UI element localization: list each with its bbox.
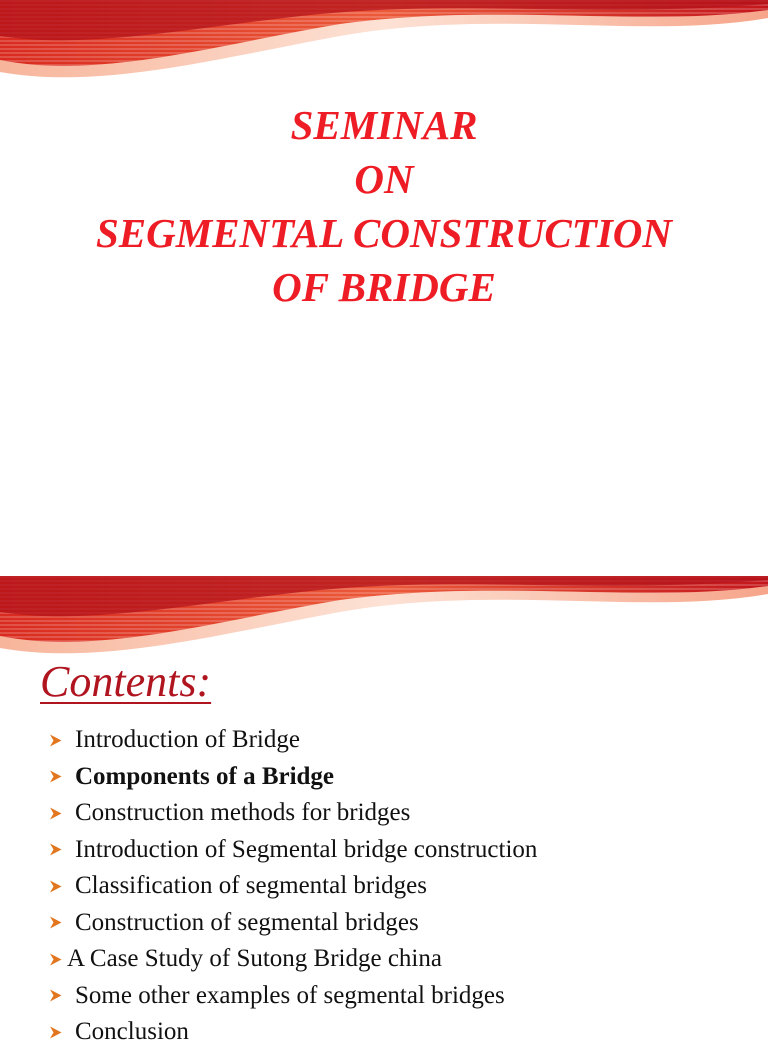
list-item [48, 795, 537, 832]
arrow-bullet-icon [48, 1025, 63, 1040]
list-item-label: Introduction of Segmental bridge construction [75, 835, 538, 863]
contents-heading: Contents: [40, 657, 212, 706]
swoosh-banner [0, 0, 768, 110]
arrow-bullet-icon [48, 879, 63, 894]
list-item-label: Construction methods for bridges [75, 799, 411, 826]
list-item [48, 1014, 537, 1051]
list-item-label: Construction of segmental bridges [75, 908, 419, 936]
list-item [48, 722, 537, 759]
list-item [48, 941, 537, 978]
list-item-label: Conclusion [75, 1018, 189, 1045]
list-item [48, 978, 537, 1015]
list-item-label: Introduction of Bridge [75, 726, 300, 753]
arrow-bullet-icon [48, 733, 63, 748]
arrow-bullet-icon [48, 769, 63, 784]
title-line: ON [354, 156, 414, 202]
arrow-bullet-icon [48, 842, 63, 857]
slide-title-text [0, 98, 768, 314]
arrow-bullet-icon [48, 806, 63, 821]
list-item [48, 905, 537, 942]
list-item-label: A Case Study of Sutong Bridge china [67, 945, 442, 972]
list-item [48, 868, 537, 905]
title-line: OF BRIDGE [272, 264, 496, 310]
list-item-label: Classification of segmental bridges [75, 872, 428, 899]
title-line: SEGMENTAL CONSTRUCTION [95, 210, 672, 256]
title-line: SEMINAR [290, 102, 478, 148]
arrow-bullet-icon [48, 915, 63, 930]
arrow-bullet-icon [48, 952, 63, 967]
contents-list [48, 722, 537, 1051]
list-item [48, 759, 537, 796]
list-item-label: Some other examples of segmental bridges [75, 981, 505, 1009]
list-item-label: Components of a Bridge [75, 762, 335, 790]
arrow-bullet-icon [48, 988, 63, 1003]
list-item [48, 832, 537, 869]
slide-contents [0, 576, 768, 1045]
